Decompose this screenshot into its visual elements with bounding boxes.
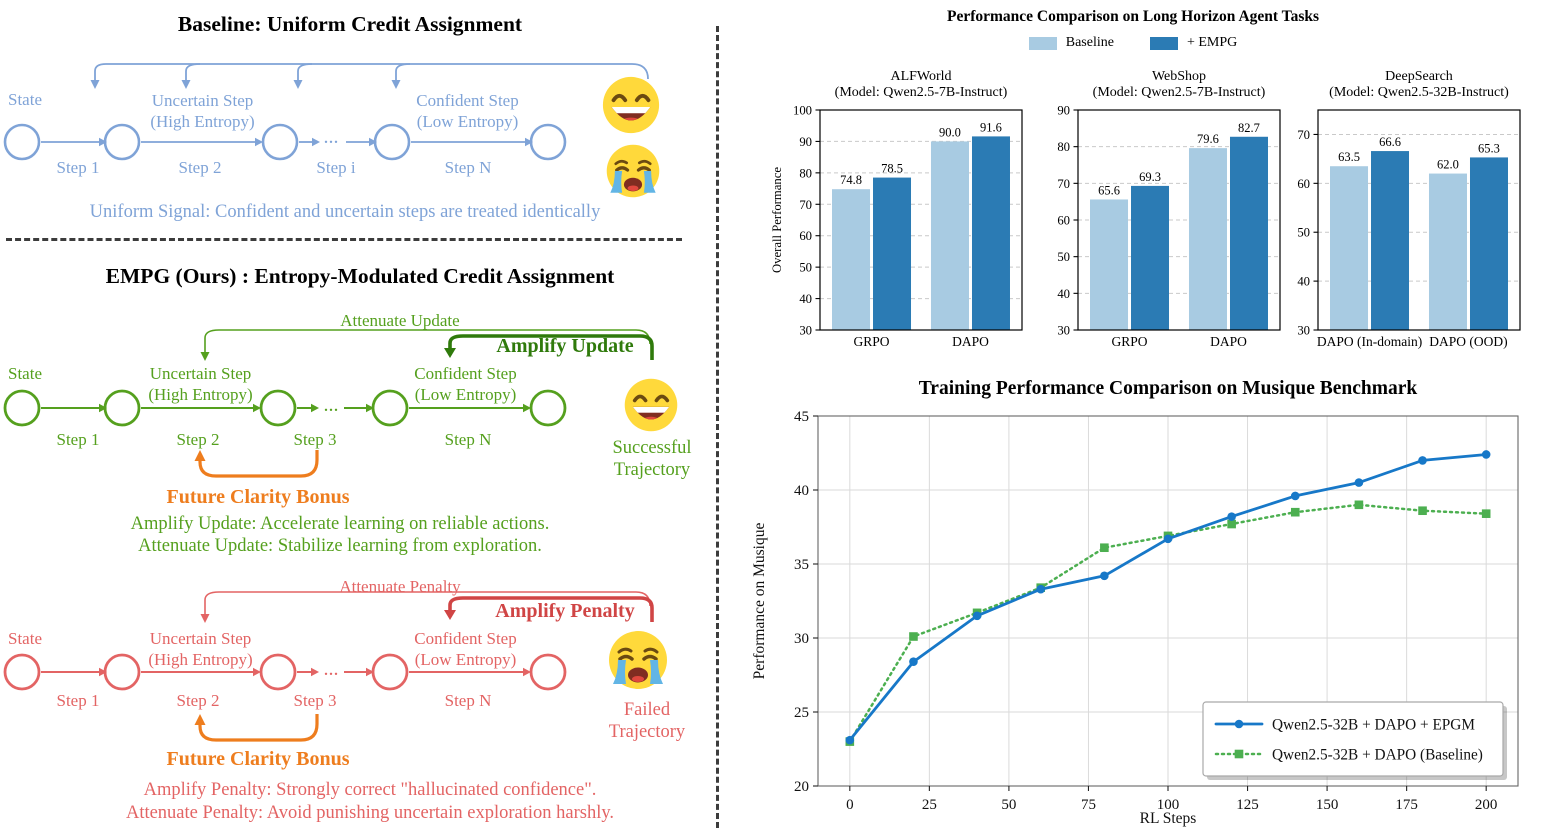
svg-text:DAPO: DAPO <box>1210 334 1247 349</box>
svg-text:70: 70 <box>1297 127 1310 142</box>
baseline-note: Uniform Signal: Confident and uncertain steps are treated identically <box>89 202 601 222</box>
empg-swatch-icon <box>1150 37 1178 50</box>
success-ellipsis: ... <box>323 394 339 416</box>
svg-text:Qwen2.5-32B + DAPO + EPGM: Qwen2.5-32B + DAPO + EPGM <box>1272 716 1475 734</box>
fail-low-entropy-label: (Low Entropy) <box>414 650 517 669</box>
fail-step2-label: Step 2 <box>176 691 220 710</box>
svg-text:0: 0 <box>846 797 854 813</box>
baseline-stepi-label: Step i <box>316 158 356 177</box>
baseline-low-entropy-label: (Low Entropy) <box>416 112 519 131</box>
fail-step1-label: Step 1 <box>56 691 100 710</box>
svg-text:40: 40 <box>1297 274 1310 289</box>
svg-text:Performance on Musique: Performance on Musique <box>751 522 768 680</box>
success-note-amplify: Amplify Update: Accelerate learning on reliable actions. <box>130 514 550 534</box>
failed-trajectory-label-1: Failed <box>623 700 671 720</box>
svg-text:200: 200 <box>1474 797 1498 813</box>
baseline-uncertain-step-label: Uncertain Step <box>151 91 254 110</box>
section-divider-horizontal <box>6 238 682 241</box>
svg-text:150: 150 <box>1315 797 1339 813</box>
svg-text:50: 50 <box>1057 250 1070 265</box>
baseline-section-title: Baseline: Uniform Credit Assignment <box>177 12 523 36</box>
fail-uncertain-step-label: Uncertain Step <box>149 629 252 648</box>
amplify-update-label: Amplify Update <box>496 335 634 357</box>
success-future-clarity-bonus-label: Future Clarity Bonus <box>166 486 350 508</box>
baseline-confident-step-label: Confident Step <box>416 91 519 110</box>
svg-text:50: 50 <box>1001 797 1017 813</box>
svg-text:DAPO (In-domain): DAPO (In-domain) <box>1316 334 1423 349</box>
svg-text:GRPO: GRPO <box>1111 334 1148 349</box>
fail-step3-label: Step 3 <box>293 691 337 710</box>
svg-text:75: 75 <box>1080 797 1096 813</box>
svg-text:60: 60 <box>1057 213 1070 228</box>
fail-stepN-label: Step N <box>444 691 492 710</box>
musique-line-chart <box>748 372 1548 833</box>
svg-text:90: 90 <box>799 134 812 149</box>
svg-text:(Model: Qwen2.5-7B-Instruct): (Model: Qwen2.5-7B-Instruct) <box>834 85 1008 100</box>
success-high-entropy-label: (High Entropy) <box>148 385 253 404</box>
baseline-stepN-label: Step N <box>444 158 492 177</box>
empg-section-title: EMPG (Ours) : Entropy-Modulated Credit Assignment <box>105 264 615 288</box>
svg-text:30: 30 <box>1297 323 1310 338</box>
fail-ellipsis: ... <box>323 658 339 680</box>
right-charts-panel <box>718 0 1548 828</box>
svg-text:70: 70 <box>799 197 812 212</box>
baseline-high-entropy-label: (High Entropy) <box>150 112 255 131</box>
svg-text:65.3: 65.3 <box>1478 141 1500 156</box>
legend-baseline-label: Baseline <box>1065 35 1114 50</box>
svg-text:40: 40 <box>1057 286 1070 301</box>
svg-text:DAPO (OOD): DAPO (OOD) <box>1429 334 1508 349</box>
svg-text:60: 60 <box>1297 176 1310 191</box>
svg-text:82.7: 82.7 <box>1238 120 1260 135</box>
svg-text:50: 50 <box>799 260 812 275</box>
success-step1-label: Step 1 <box>56 430 100 449</box>
success-uncertain-step-label: Uncertain Step <box>149 364 252 383</box>
deepsearch-bar-chart-svg <box>1266 64 1528 352</box>
svg-text:35: 35 <box>794 557 809 573</box>
svg-text:GRPO: GRPO <box>853 334 890 349</box>
svg-text:30: 30 <box>794 631 809 647</box>
svg-text:Training Performance Compariso: Training Performance Comparison on Musique Benchmark <box>918 378 1418 399</box>
amplify-penalty-label: Amplify Penalty <box>495 600 635 622</box>
svg-text:63.5: 63.5 <box>1338 150 1360 165</box>
svg-text:91.6: 91.6 <box>980 120 1002 135</box>
legend-item-baseline <box>1029 35 1114 51</box>
svg-text:40: 40 <box>794 483 809 499</box>
svg-text:30: 30 <box>799 323 812 338</box>
bar-section-title: Performance Comparison on Long Horizon Agent Tasks <box>946 8 1319 25</box>
svg-text:80: 80 <box>1057 140 1070 155</box>
svg-text:50: 50 <box>1297 225 1310 240</box>
svg-text:Qwen2.5-32B + DAPO (Baseline): Qwen2.5-32B + DAPO (Baseline) <box>1272 746 1483 764</box>
left-diagram-panel <box>0 0 718 828</box>
svg-text:DeepSearch: DeepSearch <box>1385 69 1453 84</box>
svg-text:60: 60 <box>799 229 812 244</box>
bar-section-legend <box>718 35 1548 51</box>
baseline-step2-label: Step 2 <box>178 158 222 177</box>
attenuate-update-label: Attenuate Update <box>340 311 460 330</box>
baseline-swatch-icon <box>1029 37 1057 50</box>
baseline-ellipsis: ... <box>323 126 339 148</box>
attenuate-penalty-label: Attenuate Penalty <box>339 577 461 596</box>
svg-text:DAPO: DAPO <box>952 334 989 349</box>
svg-text:WebShop: WebShop <box>1151 69 1207 84</box>
alfworld-bar-chart <box>768 64 1030 357</box>
fail-note-attenuate: Attenuate Penalty: Avoid punishing uncertain exploration harshly. <box>125 803 615 823</box>
successful-trajectory-label-1: Successful <box>612 438 692 458</box>
fail-confident-step-label: Confident Step <box>414 629 517 648</box>
svg-text:78.5: 78.5 <box>881 161 903 176</box>
success-state-label: State <box>8 364 42 383</box>
success-step2-label: Step 2 <box>176 430 220 449</box>
success-note-attenuate: Attenuate Update: Stabilize learning from exploration. <box>138 536 542 556</box>
svg-text:66.6: 66.6 <box>1379 135 1401 150</box>
baseline-step1-label: Step 1 <box>56 158 100 177</box>
fail-future-clarity-bonus-label: Future Clarity Bonus <box>166 748 350 770</box>
laughing-face-emoji <box>600 74 662 136</box>
fail-state-label: State <box>8 629 42 648</box>
svg-text:ALFWorld: ALFWorld <box>890 69 952 84</box>
success-confident-step-label: Confident Step <box>414 364 517 383</box>
deepsearch-bar-chart <box>1266 64 1528 357</box>
crying-face-emoji <box>604 142 662 200</box>
legend-empg-label: + EMPG <box>1186 35 1238 50</box>
failed-trajectory-label-2: Trajectory <box>608 722 686 742</box>
svg-text:90: 90 <box>1057 103 1070 118</box>
svg-text:70: 70 <box>1057 176 1070 191</box>
svg-text:74.8: 74.8 <box>840 173 862 188</box>
crying-face-emoji <box>606 628 670 692</box>
fail-note-amplify: Amplify Penalty: Strongly correct "hallucinated confidence". <box>143 780 597 800</box>
svg-text:90.0: 90.0 <box>939 125 961 140</box>
webshop-bar-chart <box>1026 64 1288 357</box>
svg-text:25: 25 <box>921 797 937 813</box>
alfworld-bar-chart-svg <box>768 64 1030 352</box>
svg-text:40: 40 <box>799 292 812 307</box>
baseline-state-label: State <box>8 90 42 109</box>
svg-text:125: 125 <box>1236 797 1259 813</box>
fail-high-entropy-label: (High Entropy) <box>148 650 253 669</box>
svg-text:20: 20 <box>794 779 809 795</box>
success-step3-label: Step 3 <box>293 430 337 449</box>
svg-text:Overall Performance: Overall Performance <box>770 166 784 274</box>
svg-text:62.0: 62.0 <box>1437 157 1459 172</box>
svg-text:(Model: Qwen2.5-32B-Instruct): (Model: Qwen2.5-32B-Instruct) <box>1329 85 1509 100</box>
svg-text:100: 100 <box>792 103 812 118</box>
svg-text:(Model: Qwen2.5-7B-Instruct): (Model: Qwen2.5-7B-Instruct) <box>1092 85 1266 100</box>
legend-item-empg <box>1150 35 1237 51</box>
musique-line-chart-svg <box>748 372 1548 828</box>
svg-text:25: 25 <box>794 705 809 721</box>
svg-text:65.6: 65.6 <box>1098 183 1120 198</box>
svg-text:80: 80 <box>799 166 812 181</box>
webshop-bar-chart-svg <box>1026 64 1288 352</box>
success-stepN-label: Step N <box>444 430 492 449</box>
svg-text:175: 175 <box>1395 797 1418 813</box>
svg-text:30: 30 <box>1057 323 1070 338</box>
svg-text:69.3: 69.3 <box>1139 169 1161 184</box>
success-low-entropy-label: (Low Entropy) <box>414 385 517 404</box>
svg-text:79.6: 79.6 <box>1197 132 1219 147</box>
svg-text:45: 45 <box>794 409 809 425</box>
successful-trajectory-label-2: Trajectory <box>613 460 691 480</box>
svg-text:RL Steps: RL Steps <box>1139 810 1197 827</box>
svg-text:100: 100 <box>1156 797 1180 813</box>
laughing-face-emoji <box>622 376 680 434</box>
